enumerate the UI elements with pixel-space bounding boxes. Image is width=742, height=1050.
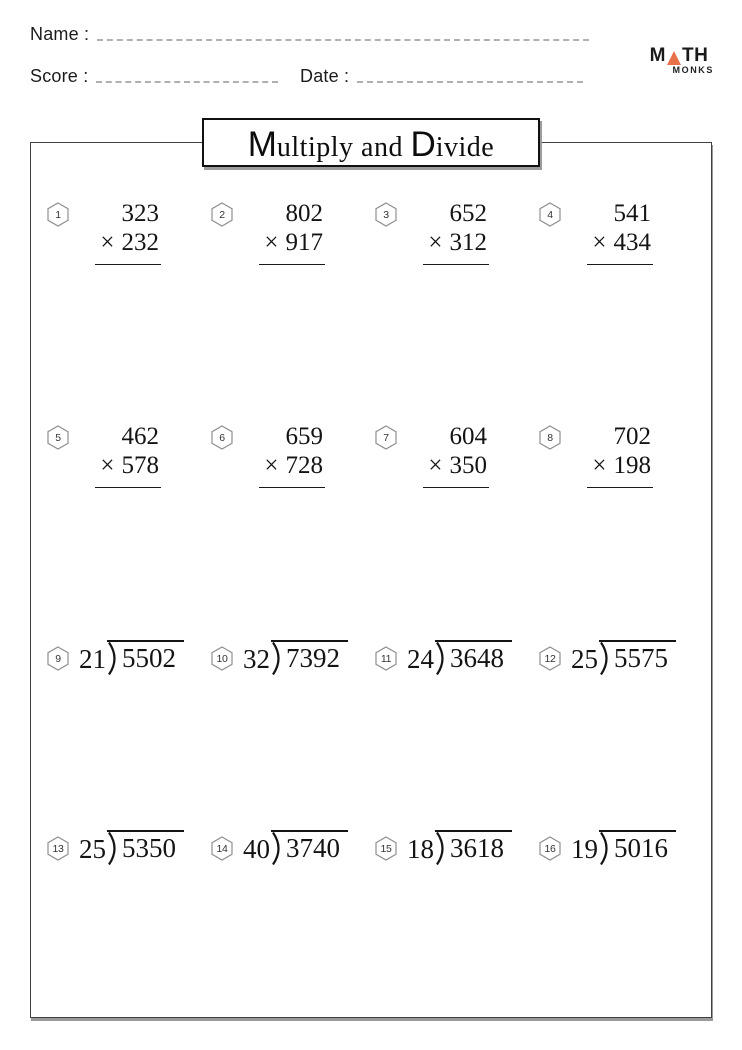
multiplicand: 802	[285, 200, 323, 227]
divisor: 21	[79, 644, 106, 674]
long-division-bracket	[435, 640, 512, 675]
logo-letter-m: M	[649, 45, 666, 66]
division-paren-icon	[599, 642, 612, 675]
answer-line	[423, 264, 489, 265]
problem-3	[375, 199, 539, 265]
times-icon: ×	[100, 452, 115, 479]
divisor: 24	[407, 644, 434, 674]
score-label: Score :	[30, 66, 89, 86]
multiplicand: 702	[613, 423, 651, 450]
multiplication-row-2	[31, 422, 711, 488]
division-paren-icon	[599, 832, 612, 865]
division-row-2	[31, 830, 711, 865]
answer-line	[587, 487, 653, 488]
multiplicand: 541	[613, 200, 651, 227]
problem-number: 10	[216, 652, 228, 665]
times-icon: ×	[428, 452, 443, 479]
dividend: 5350	[122, 833, 176, 863]
problem-number: 7	[383, 431, 389, 444]
multiplier-line	[245, 228, 323, 257]
divisor: 19	[571, 834, 598, 864]
multiplicand: 323	[121, 200, 159, 227]
multiplicand: 462	[121, 423, 159, 450]
times-icon: ×	[592, 229, 607, 256]
problem-number-badge	[47, 836, 69, 861]
multiplication-row-1	[31, 199, 711, 265]
answer-line	[95, 264, 161, 265]
division-body	[243, 640, 348, 675]
long-division-bracket	[271, 830, 348, 865]
problem-11	[375, 640, 539, 675]
title-part: D	[410, 125, 436, 164]
problem-5	[47, 422, 211, 488]
division-body	[407, 640, 512, 675]
dividend: 3740	[286, 833, 340, 863]
division-paren-icon	[435, 832, 448, 865]
problem-number-badge	[47, 425, 69, 450]
problem-14	[211, 830, 375, 865]
problem-number-badge	[375, 646, 397, 671]
problem-number-badge	[539, 425, 561, 450]
problem-number-badge	[47, 646, 69, 671]
problem-1	[47, 199, 211, 265]
multiplier: 578	[121, 452, 159, 479]
answer-line	[95, 487, 161, 488]
multiplication-body	[573, 422, 651, 488]
multiplication-body	[409, 199, 487, 265]
division-body	[571, 640, 676, 675]
problem-8	[539, 422, 703, 488]
long-division-bracket	[599, 830, 676, 865]
problem-number-badge	[539, 202, 561, 227]
problem-number: 3	[383, 208, 389, 221]
name-label: Name :	[30, 24, 90, 44]
division-body	[79, 640, 184, 675]
logo-triangle-icon	[667, 51, 681, 65]
math-monks-logo	[642, 46, 716, 75]
problem-number: 6	[219, 431, 225, 444]
date-label: Date :	[300, 66, 350, 86]
answer-line	[259, 264, 325, 265]
long-division-bracket	[271, 640, 348, 675]
problem-15	[375, 830, 539, 865]
times-icon: ×	[100, 229, 115, 256]
problem-number-badge	[211, 836, 233, 861]
problem-number: 16	[544, 842, 556, 855]
multiplier-line	[573, 228, 651, 257]
divisor: 25	[79, 834, 106, 864]
answer-line	[587, 264, 653, 265]
title-part: M	[247, 125, 277, 164]
multiplier: 198	[613, 452, 651, 479]
divisor: 18	[407, 834, 434, 864]
title-part: ivide	[435, 132, 495, 163]
multiplicand: 659	[285, 423, 323, 450]
problem-12	[539, 640, 703, 675]
division-body	[571, 830, 676, 865]
multiplication-body	[245, 422, 323, 488]
division-body	[407, 830, 512, 865]
problem-number-badge	[211, 202, 233, 227]
dividend: 5016	[614, 833, 668, 863]
long-division-bracket	[107, 640, 184, 675]
multiplicand: 604	[449, 423, 487, 450]
problem-number-badge	[539, 836, 561, 861]
problem-number-badge	[211, 425, 233, 450]
multiplier-line	[81, 451, 159, 480]
problem-number-badge	[47, 202, 69, 227]
times-icon: ×	[264, 229, 279, 256]
problem-2	[211, 199, 375, 265]
worksheet-title	[202, 118, 540, 167]
multiplication-body	[81, 199, 159, 265]
multiplier-line	[409, 228, 487, 257]
score-blank-line	[96, 81, 278, 83]
multiplier: 312	[449, 229, 487, 256]
problem-number: 5	[55, 431, 61, 444]
multiplication-body	[409, 422, 487, 488]
times-icon: ×	[264, 452, 279, 479]
problem-number-badge	[375, 425, 397, 450]
problem-number: 2	[219, 208, 225, 221]
title-part: ultiply and	[276, 132, 411, 163]
problem-number: 12	[544, 652, 556, 665]
problem-number-badge	[539, 646, 561, 671]
problem-9	[47, 640, 211, 675]
name-field	[30, 24, 589, 45]
dividend: 3648	[450, 643, 504, 673]
dividend: 7392	[286, 643, 340, 673]
multiplier: 350	[449, 452, 487, 479]
divisor: 32	[243, 644, 270, 674]
multiplier: 728	[285, 452, 323, 479]
name-blank-line	[97, 39, 589, 41]
multiplier-line	[409, 451, 487, 480]
problem-number: 4	[547, 208, 553, 221]
division-body	[243, 830, 348, 865]
worksheet-border-box	[30, 125, 712, 1018]
multiplier: 434	[613, 229, 651, 256]
multiplier-line	[245, 451, 323, 480]
problem-number: 14	[216, 842, 228, 855]
dividend: 5502	[122, 643, 176, 673]
multiplier: 232	[121, 229, 159, 256]
problem-number: 9	[55, 652, 61, 665]
multiplication-body	[573, 199, 651, 265]
problem-16	[539, 830, 703, 865]
problem-10	[211, 640, 375, 675]
dividend: 5575	[614, 643, 668, 673]
division-paren-icon	[107, 832, 120, 865]
answer-line	[259, 487, 325, 488]
problem-number: 1	[55, 208, 61, 221]
divisor: 25	[571, 644, 598, 674]
multiplication-body	[81, 422, 159, 488]
logo-letters-th: TH	[682, 45, 709, 66]
date-blank-line	[357, 81, 583, 83]
division-body	[79, 830, 184, 865]
logo-word-monks: MONKS	[672, 65, 714, 75]
multiplier-line	[81, 228, 159, 257]
logo-word-math	[642, 46, 716, 66]
problem-number: 13	[52, 842, 64, 855]
problem-6	[211, 422, 375, 488]
division-paren-icon	[271, 832, 284, 865]
times-icon: ×	[592, 452, 607, 479]
long-division-bracket	[107, 830, 184, 865]
score-field	[30, 66, 278, 87]
division-paren-icon	[107, 642, 120, 675]
problem-number-badge	[375, 202, 397, 227]
division-row-1	[31, 640, 711, 675]
multiplicand: 652	[449, 200, 487, 227]
problem-number: 11	[380, 652, 392, 665]
date-field	[300, 66, 583, 87]
division-paren-icon	[435, 642, 448, 675]
problem-number: 15	[380, 842, 392, 855]
long-division-bracket	[599, 640, 676, 675]
problem-7	[375, 422, 539, 488]
multiplication-body	[245, 199, 323, 265]
divisor: 40	[243, 834, 270, 864]
problem-4	[539, 199, 703, 265]
problem-number-badge	[375, 836, 397, 861]
problem-number: 8	[547, 431, 553, 444]
long-division-bracket	[435, 830, 512, 865]
answer-line	[423, 487, 489, 488]
multiplier-line	[573, 451, 651, 480]
division-paren-icon	[271, 642, 284, 675]
times-icon: ×	[428, 229, 443, 256]
multiplier: 917	[285, 229, 323, 256]
problem-number-badge	[211, 646, 233, 671]
problem-13	[47, 830, 211, 865]
dividend: 3618	[450, 833, 504, 863]
